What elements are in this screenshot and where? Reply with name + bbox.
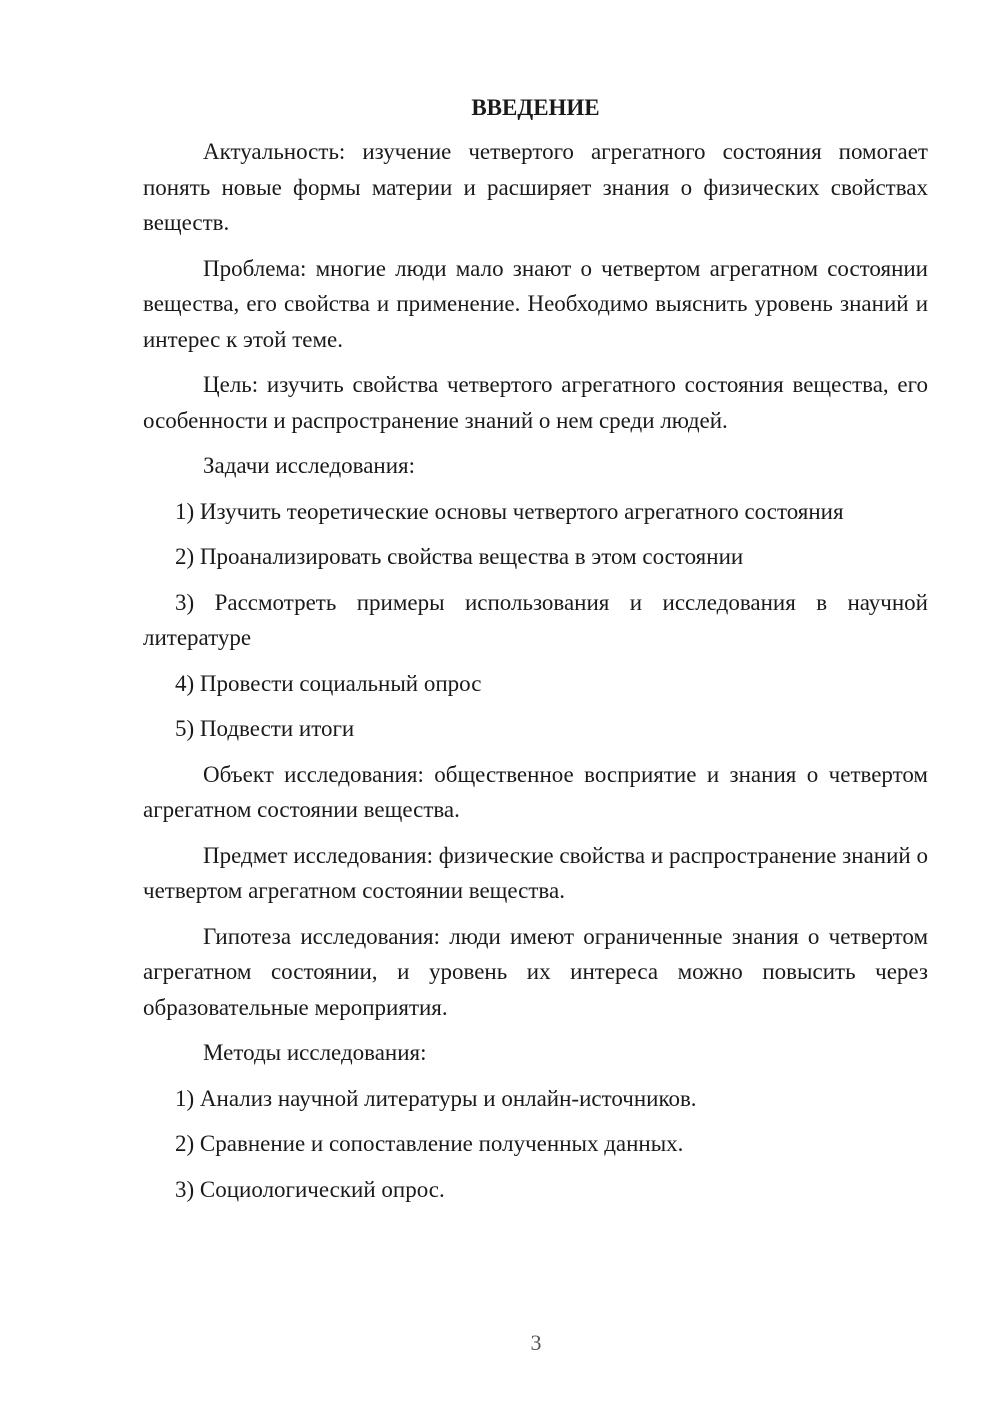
paragraph-problem: Проблема: многие люди мало знают о четвертом агрегатном состоянии вещества, его свойства и применение. Необходимо выяснить уровень знаний и интерес к этой теме. xyxy=(143,255,928,352)
paragraph-methods-heading: Методы исследования: xyxy=(203,1040,427,1065)
task-item-5: 5) Подвести итоги xyxy=(175,716,355,741)
section-title: ВВЕДЕНИЕ xyxy=(471,95,600,120)
task-item-2: 2) Проанализировать свойства вещества в этом состоянии xyxy=(175,544,744,569)
paragraph-goal: Цель: изучить свойства четвертого агрегатного состояния вещества, его особенности и распространение знаний о нем среди людей. xyxy=(143,372,928,433)
method-item-3: 3) Социологический опрос. xyxy=(175,1176,445,1202)
paragraph-subject: Предмет исследования: физические свойства и распространение знаний о четвертом агрегатном состоянии вещества. xyxy=(143,842,928,903)
method-item-1: 1) Анализ научной литературы и онлайн-источников. xyxy=(175,1085,697,1111)
document-page xyxy=(143,90,928,1217)
paragraph-hypothesis: Гипотеза исследования: люди имеют ограниченные знания о четвертом агрегатном состоянии, и уровень их интереса можно повысить через образовательные мероприятия. xyxy=(143,923,928,1020)
task-item-1: 1) Изучить теоретические основы четвертого агрегатного состояния xyxy=(175,498,844,524)
paragraph-tasks-heading: Задачи исследования: xyxy=(203,453,416,478)
task-item-4: 4) Провести социальный опрос xyxy=(175,670,482,696)
paragraph-relevance: Актуальность: изучение четвертого агрегатного состояния помогает понять новые формы материи и расширяет знания о физических свойствах веществ. xyxy=(143,139,928,235)
paragraph-object: Объект исследования: общественное восприятие и знания о четвертом агрегатном состоянии вещества. xyxy=(143,761,928,822)
task-item-3: 3) Рассмотреть примеры использования и исследования в научной литературе xyxy=(143,589,928,650)
page-number: 3 xyxy=(530,1330,542,1355)
method-item-2: 2) Сравнение и сопоставление полученных данных. xyxy=(175,1131,684,1156)
